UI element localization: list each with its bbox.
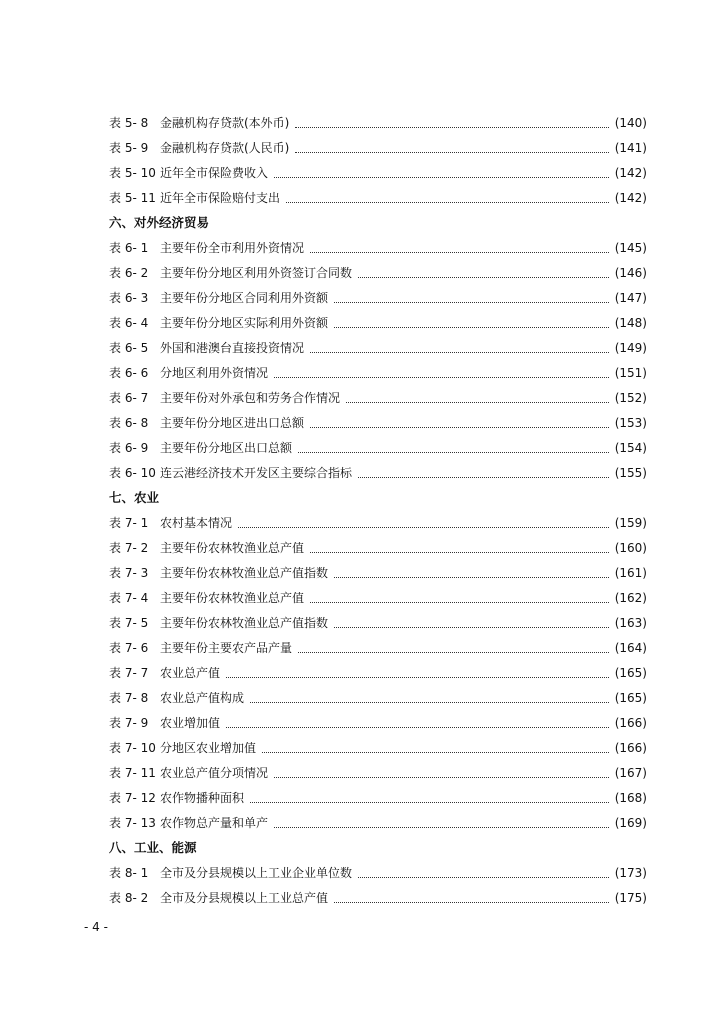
toc-entry-number: 表 6- 7 <box>109 391 149 405</box>
toc-entry-page: (166) <box>614 716 647 730</box>
toc-entry[interactable] <box>109 313 647 333</box>
toc-entry-page: (151) <box>614 366 647 380</box>
toc-entry[interactable] <box>109 613 647 633</box>
toc-entry[interactable] <box>109 438 647 458</box>
toc-entry-number: 表 6- 1 <box>109 241 149 255</box>
toc-entry-page: (142) <box>614 166 647 180</box>
toc-entry-body <box>160 738 647 758</box>
toc-entry-title: 主要年份农林牧渔业总产值指数 <box>160 566 329 580</box>
toc-entry-number: 表 5- 9 <box>109 141 149 155</box>
toc-entry-title: 主要年份农林牧渔业总产值 <box>160 591 305 605</box>
toc-entry-title: 全市及分县规模以上工业企业单位数 <box>160 866 353 880</box>
toc-entry-body <box>160 813 647 833</box>
toc-entry-title: 农村基本情况 <box>160 516 233 530</box>
toc-entry[interactable] <box>109 138 647 158</box>
toc-entry-number: 表 5- 10 <box>109 166 156 180</box>
toc-entry-title: 连云港经济技术开发区主要综合指标 <box>160 466 353 480</box>
toc-entry-page: (153) <box>614 416 647 430</box>
toc-entry-title: 主要年份分地区实际利用外资额 <box>160 316 329 330</box>
toc-entry[interactable] <box>109 388 647 408</box>
toc-entry-title: 农业总产值 <box>160 666 221 680</box>
toc-entry-body <box>160 288 647 308</box>
toc-entry-title: 主要年份分地区利用外资签订合同数 <box>160 266 353 280</box>
toc-entry-page: (149) <box>614 341 647 355</box>
toc-entry-body <box>160 663 647 683</box>
toc-entry-body <box>160 688 647 708</box>
toc-entry-body <box>160 563 647 583</box>
dot-leader <box>274 777 609 778</box>
toc-entry-number: 表 8- 1 <box>109 866 149 880</box>
toc-entry[interactable] <box>109 638 647 658</box>
toc-entry-number: 表 8- 2 <box>109 891 149 905</box>
section-heading: 七、农业 <box>109 490 160 505</box>
toc-entry-title: 主要年份农林牧渔业总产值 <box>160 541 305 555</box>
toc-entry-page: (141) <box>614 141 647 155</box>
dot-leader <box>226 677 609 678</box>
toc-entry-body <box>160 138 647 158</box>
toc-entry-number: 表 6- 4 <box>109 316 149 330</box>
toc-entry[interactable] <box>109 763 647 783</box>
toc-entry[interactable] <box>109 788 647 808</box>
toc-entry-body <box>160 538 647 558</box>
dot-leader <box>334 902 609 903</box>
toc-entry-body <box>160 863 647 883</box>
dot-leader <box>295 127 608 128</box>
toc-entry[interactable] <box>109 863 647 883</box>
toc-entry-page: (167) <box>614 766 647 780</box>
toc-entry[interactable] <box>109 563 647 583</box>
dot-leader <box>238 527 609 528</box>
toc-entry[interactable] <box>109 538 647 558</box>
toc-entry-page: (147) <box>614 291 647 305</box>
toc-entry-number: 表 5- 11 <box>109 191 156 205</box>
toc-entry-title: 农作物播种面积 <box>160 791 245 805</box>
dot-leader <box>262 752 609 753</box>
toc-entry-page: (175) <box>614 891 647 905</box>
toc-entry-body <box>160 363 647 383</box>
toc-entry-number: 表 6- 10 <box>109 466 156 480</box>
toc-entry-number: 表 7- 8 <box>109 691 149 705</box>
toc-entry-number: 表 7- 11 <box>109 766 156 780</box>
toc-entry-title: 外国和港澳台直接投资情况 <box>160 341 305 355</box>
toc-entry-page: (146) <box>614 266 647 280</box>
toc-entry-title: 主要年份分地区出口总额 <box>160 441 293 455</box>
toc-entry-number: 表 7- 4 <box>109 591 149 605</box>
dot-leader <box>250 802 609 803</box>
toc-entry[interactable] <box>109 413 647 433</box>
toc-entry-page: (152) <box>614 391 647 405</box>
toc-entry-title: 农作物总产量和单产 <box>160 816 269 830</box>
toc-entry[interactable] <box>109 588 647 608</box>
toc-entry-body <box>160 238 647 258</box>
toc-entry-page: (159) <box>614 516 647 530</box>
toc-entry[interactable] <box>109 463 647 483</box>
toc-entry[interactable] <box>109 188 647 208</box>
toc-entry-page: (169) <box>614 816 647 830</box>
toc-entry-number: 表 6- 6 <box>109 366 149 380</box>
section-heading: 八、工业、能源 <box>109 840 197 855</box>
toc-entry-page: (155) <box>614 466 647 480</box>
toc-entry-body <box>160 263 647 283</box>
toc-entry-title: 分地区利用外资情况 <box>160 366 269 380</box>
toc-entry[interactable] <box>109 663 647 683</box>
toc-entry-number: 表 6- 2 <box>109 266 149 280</box>
toc-entry-number: 表 7- 7 <box>109 666 149 680</box>
toc-entry[interactable] <box>109 363 647 383</box>
toc-entry-body <box>160 888 647 908</box>
dot-leader <box>274 827 609 828</box>
dot-leader <box>358 477 609 478</box>
toc-entry-body <box>160 388 647 408</box>
toc-entry-body <box>160 763 647 783</box>
toc-entry-body <box>160 313 647 333</box>
toc-entry[interactable] <box>109 113 647 133</box>
dot-leader <box>250 702 609 703</box>
toc-entry-number: 表 7- 13 <box>109 816 156 830</box>
toc-entry-page: (162) <box>614 591 647 605</box>
toc-entry-title: 主要年份分地区合同利用外资额 <box>160 291 329 305</box>
toc-entry[interactable] <box>109 238 647 258</box>
toc-entry-page: (142) <box>614 191 647 205</box>
dot-leader <box>298 452 609 453</box>
toc-entry-title: 金融机构存贷款(本外币) <box>160 116 290 130</box>
toc-entry-page: (161) <box>614 566 647 580</box>
toc-entry-page: (154) <box>614 441 647 455</box>
dot-leader <box>274 177 609 178</box>
toc-entry-page: (163) <box>614 616 647 630</box>
section-heading: 六、对外经济贸易 <box>109 215 210 230</box>
toc-entry-body <box>160 713 647 733</box>
dot-leader <box>334 627 609 628</box>
toc-entry-title: 主要年份主要农产品产量 <box>160 641 293 655</box>
toc-entry-title: 农业总产值分项情况 <box>160 766 269 780</box>
dot-leader <box>298 652 609 653</box>
toc-entry-page: (165) <box>614 691 647 705</box>
toc-entry[interactable] <box>109 688 647 708</box>
toc-entry-body <box>160 413 647 433</box>
toc-entry-title: 金融机构存贷款(人民币) <box>160 141 290 155</box>
toc-entry-title: 主要年份农林牧渔业总产值指数 <box>160 616 329 630</box>
toc-entry-body <box>160 113 647 133</box>
toc-entry[interactable] <box>109 813 647 833</box>
toc-entry-number: 表 5- 8 <box>109 116 149 130</box>
toc-entry[interactable] <box>109 738 647 758</box>
toc-entry[interactable] <box>109 263 647 283</box>
dot-leader <box>310 352 609 353</box>
toc-entry-number: 表 7- 9 <box>109 716 149 730</box>
toc-entry[interactable] <box>109 513 647 533</box>
toc-entry-body <box>160 338 647 358</box>
toc-entry-title: 农业增加值 <box>160 716 221 730</box>
toc-entry-page: (140) <box>614 116 647 130</box>
toc-entry-page: (168) <box>614 791 647 805</box>
dot-leader <box>274 377 609 378</box>
toc-entry-page: (166) <box>614 741 647 755</box>
dot-leader <box>310 427 609 428</box>
toc-entry-page: (145) <box>614 241 647 255</box>
toc-entry-title: 农业总产值构成 <box>160 691 245 705</box>
toc-entry-title: 主要年份分地区进出口总额 <box>160 416 305 430</box>
toc-entry[interactable] <box>109 288 647 308</box>
dot-leader <box>334 302 609 303</box>
toc-entry-body <box>160 163 647 183</box>
toc-entry-page: (164) <box>614 641 647 655</box>
toc-entry-number: 表 6- 8 <box>109 416 149 430</box>
toc-entry-body <box>160 638 647 658</box>
toc-entry-number: 表 7- 1 <box>109 516 149 530</box>
toc-entry-title: 主要年份对外承包和劳务合作情况 <box>160 391 341 405</box>
toc-entry-number: 表 7- 6 <box>109 641 149 655</box>
toc-entry-number: 表 6- 5 <box>109 341 149 355</box>
toc-entry-body <box>160 188 647 208</box>
toc-entry-title: 全市及分县规模以上工业总产值 <box>160 891 329 905</box>
dot-leader <box>286 202 609 203</box>
dot-leader <box>295 152 608 153</box>
toc-entry-number: 表 7- 3 <box>109 566 149 580</box>
toc-entry[interactable] <box>109 888 647 908</box>
dot-leader <box>226 727 609 728</box>
dot-leader <box>358 277 609 278</box>
dot-leader <box>334 577 609 578</box>
toc-entry-page: (165) <box>614 666 647 680</box>
dot-leader <box>310 552 609 553</box>
toc-entry[interactable] <box>109 713 647 733</box>
toc-entry-body <box>160 613 647 633</box>
toc-entry-body <box>160 513 647 533</box>
toc-entry-body <box>160 588 647 608</box>
toc-entry-number: 表 7- 2 <box>109 541 149 555</box>
toc-entry-title: 分地区农业增加值 <box>160 741 257 755</box>
dot-leader <box>346 402 609 403</box>
toc-entry-body <box>160 463 647 483</box>
toc-entry[interactable] <box>109 338 647 358</box>
toc-entry-title: 主要年份全市利用外资情况 <box>160 241 305 255</box>
toc-entry-number: 表 7- 10 <box>109 741 156 755</box>
toc-entry-number: 表 6- 3 <box>109 291 149 305</box>
dot-leader <box>310 602 609 603</box>
toc-entry-page: (173) <box>614 866 647 880</box>
dot-leader <box>334 327 609 328</box>
toc-entry-body <box>160 788 647 808</box>
toc-entry-page: (160) <box>614 541 647 555</box>
toc-entry-title: 近年全市保险费收入 <box>160 166 269 180</box>
toc-entry-number: 表 7- 12 <box>109 791 156 805</box>
toc-entry-title: 近年全市保险赔付支出 <box>160 191 281 205</box>
dot-leader <box>310 252 609 253</box>
toc-entry-page: (148) <box>614 316 647 330</box>
toc-entry-number: 表 7- 5 <box>109 616 149 630</box>
toc-entry-number: 表 6- 9 <box>109 441 149 455</box>
page-number: - 4 - <box>84 920 108 934</box>
dot-leader <box>358 877 609 878</box>
toc-entry[interactable] <box>109 163 647 183</box>
toc-entry-body <box>160 438 647 458</box>
